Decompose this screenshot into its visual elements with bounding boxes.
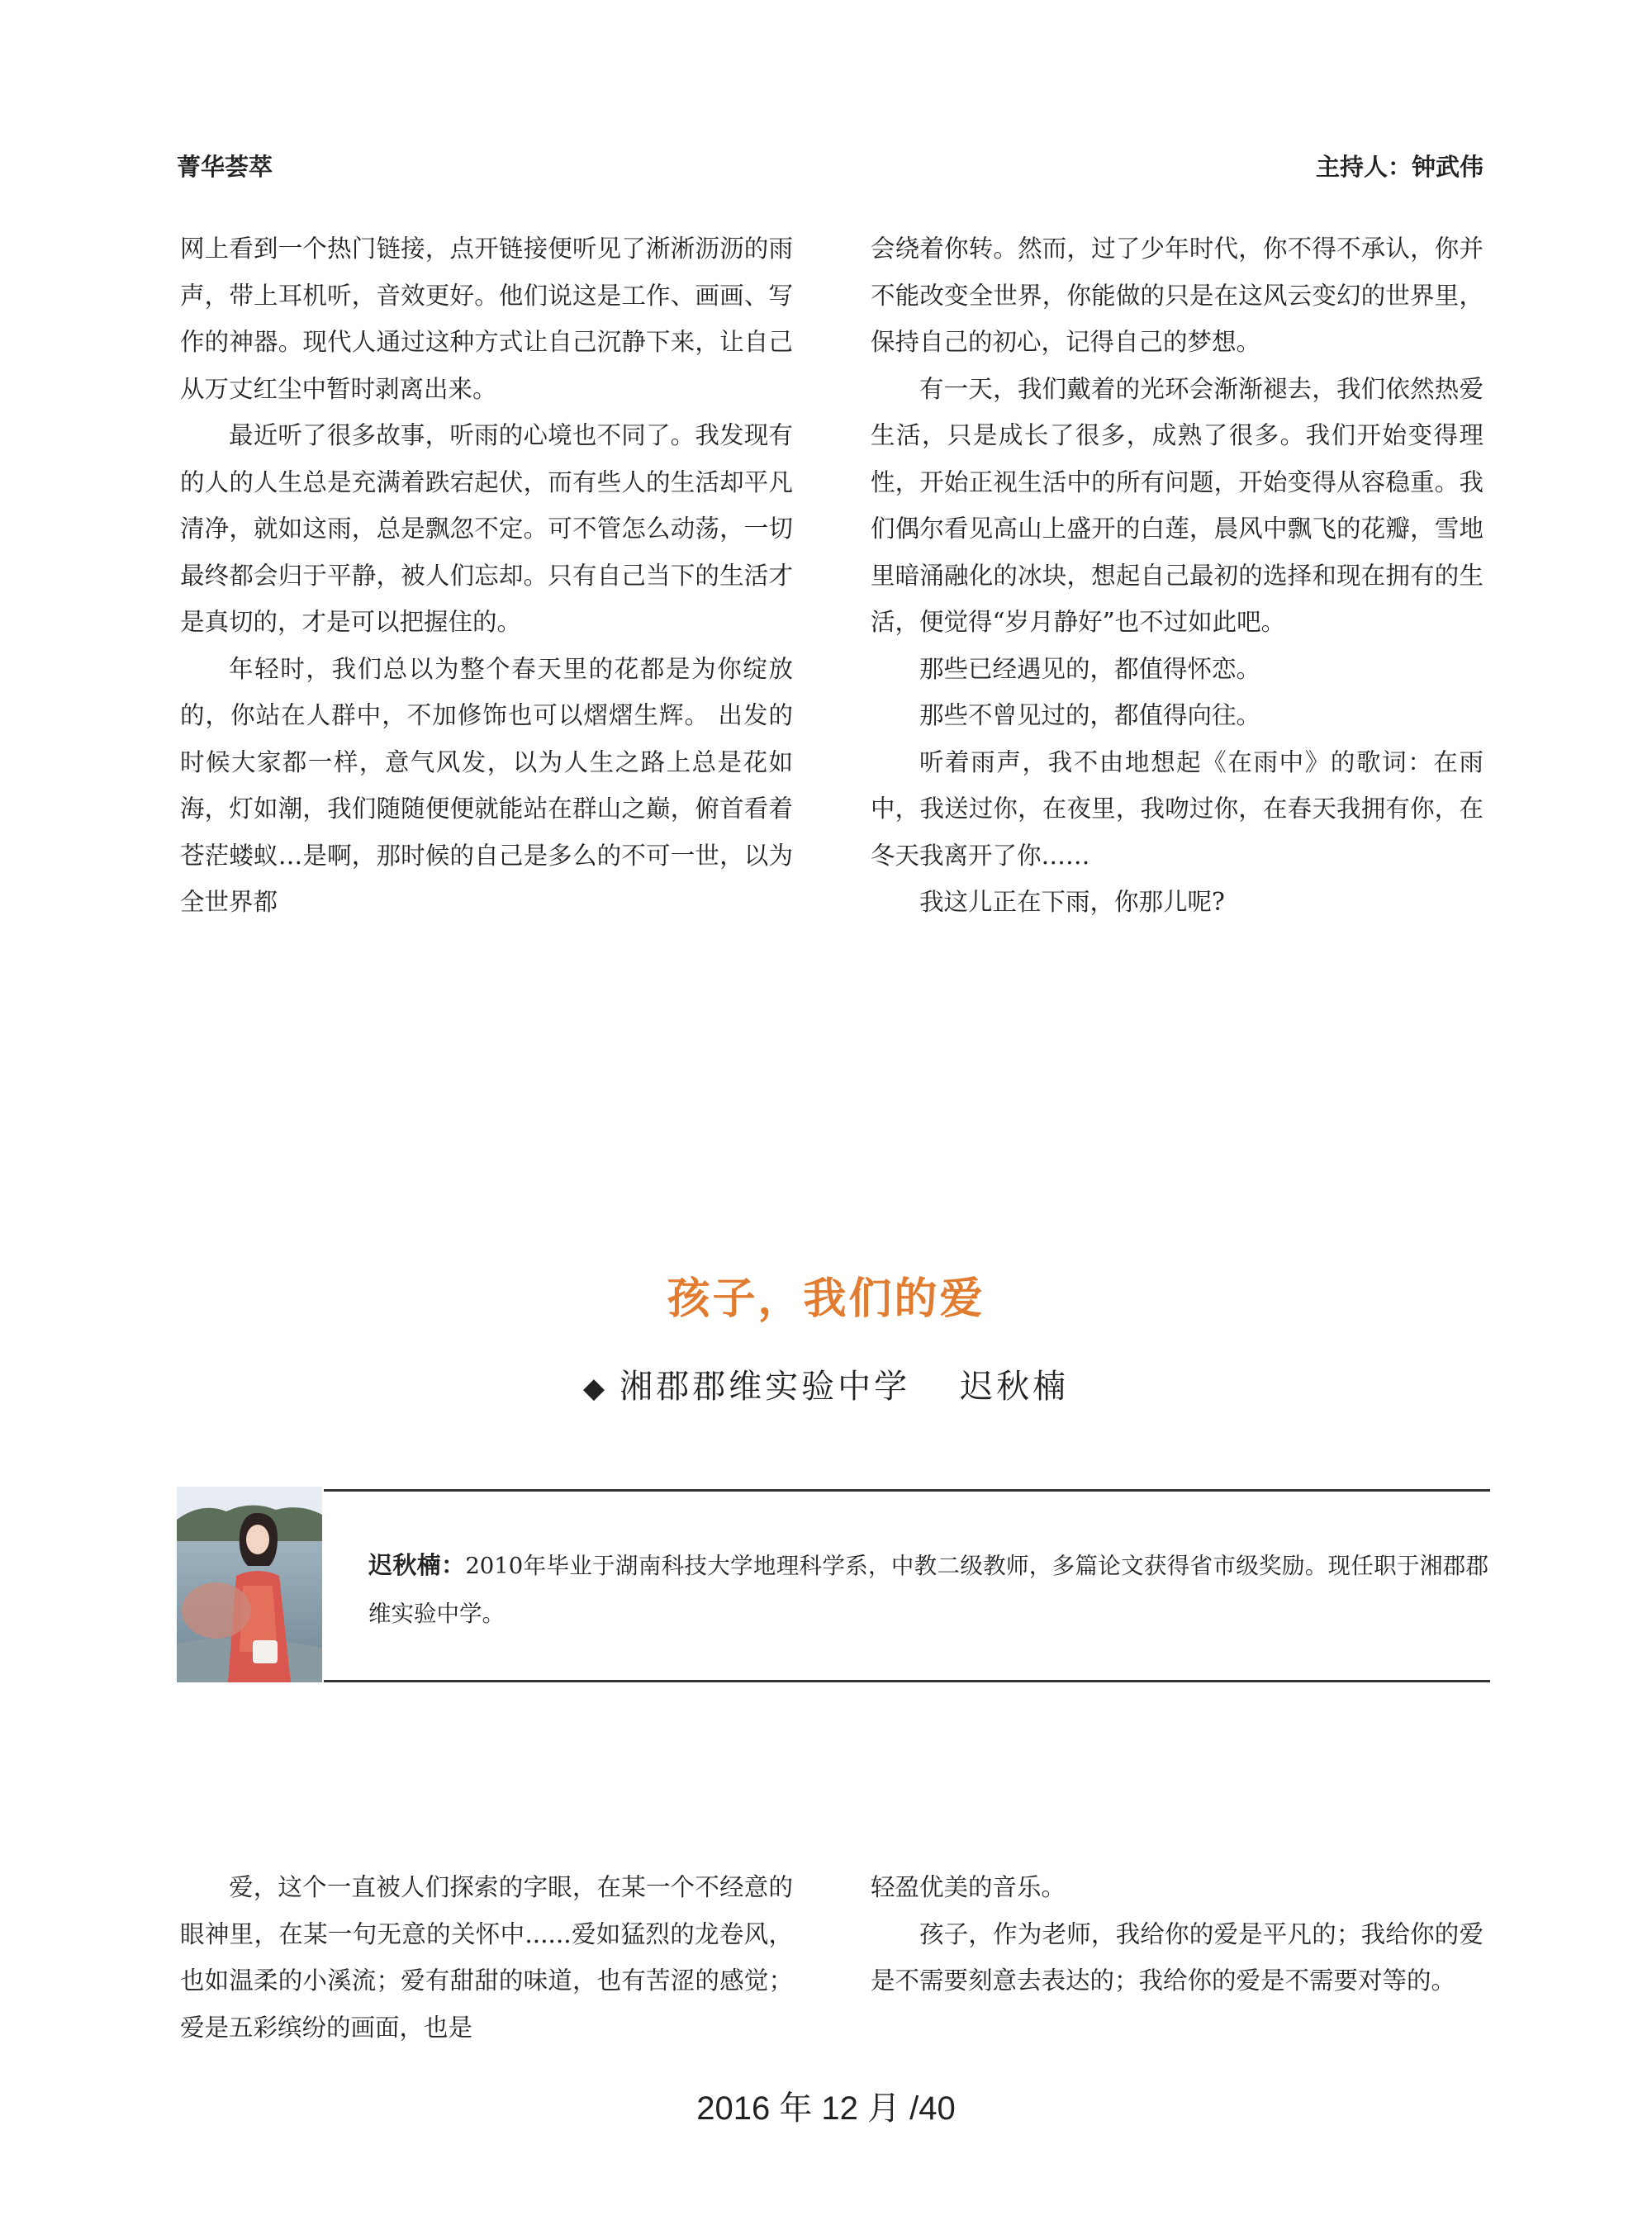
host-label: 主持人：钟武伟 — [1315, 153, 1483, 181]
bio-text: 2010年毕业于湖南科技大学地理科学系，中教二级教师，多篇论文获得省市级奖励。现任职于湘郡郡维实验中学。 — [368, 1553, 1488, 1627]
divider — [324, 1489, 1490, 1492]
paragraph: 听着雨声，我不由地想起《在雨中》的歌词：在雨中，我送过你，在夜里，我吻过你，在春天我拥有你，在冬天我离开了你…… — [871, 747, 1483, 870]
section-title: 菁华荟萃 — [177, 153, 273, 181]
article-title: 孩子，我们的爱 — [667, 1274, 985, 1324]
paragraph: 我这儿正在下雨，你那儿呢? — [919, 888, 1225, 916]
paragraph: 最近听了很多故事，听雨的心境也不同了。我发现有的人的人生总是充满着跌宕起伏，而有些人的生活却平凡清净，就如这雨，总是飘忽不定。可不管怎么动荡，一切最终都会归于平静，被人们忘却。只有自己当下的生活才是真切的，才是可以把握住的。 — [180, 421, 793, 636]
bottom-left-column — [180, 1864, 793, 2051]
paragraph: 孩子，作为老师，我给你的爱是平凡的；我给你的爱是不需要刻意去表达的；我给你的爱是不需要对等的。 — [871, 1919, 1483, 1995]
paragraph: 那些已经遇见的，都值得怀恋。 — [919, 654, 1261, 683]
bio-name: 迟秋楠： — [368, 1551, 466, 1579]
paragraph: 会绕着你转。然而，过了少年时代，你不得不承认，你并不能改变全世界，你能做的只是在这风云变幻的世界里，保持自己的初心，记得自己的梦想。 — [871, 235, 1483, 356]
page-footer: 2016 年 12 月 /40 — [696, 2090, 956, 2127]
bottom-right-column — [871, 1864, 1483, 2004]
paragraph: 爱，这个一直被人们探索的字眼，在某一个不经意的眼神里，在某一句无意的关怀中......爱如猛烈的龙卷风，也如温柔的小溪流；爱有甜甜的味道，也有苦涩的感觉；爱是五彩缤纷的画面，也是 — [180, 1873, 793, 2042]
top-left-column — [180, 225, 793, 926]
school-name: 湘郡郡维实验中学 — [620, 1368, 911, 1406]
paragraph: 轻盈优美的音乐。 — [871, 1873, 1066, 1901]
paragraph: 那些不曾见过的，都值得向往。 — [919, 701, 1261, 729]
author-name: 迟秋楠 — [960, 1368, 1070, 1406]
paragraph: 年轻时，我们总以为整个春天里的花都是为你绽放的，你站在人群中，不加修饰也可以熠熠生辉。 出发的时候大家都一样，意气风发，以为人生之路上总是花如海，灯如潮，我们随随便便就能站在群山之巅，俯首看着苍茫蝼蚁…是啊，那时候的自己是多么的不可一世，以为全世界都 — [180, 654, 793, 916]
author-bio — [368, 1541, 1488, 1638]
diamond-icon: ◆ — [582, 1372, 609, 1405]
paragraph: 有一天，我们戴着的光环会渐渐褪去，我们依然热爱生活，只是成长了很多，成熟了很多。我们开始变得理性，开始正视生活中的所有问题，开始变得从容稳重。我们偶尔看见高山上盛开的白莲，晨风中飘飞的花瓣，雪地里暗涌融化的冰块，想起自己最初的选择和现在拥有的生活，便觉得“岁月静好”也不过如此吧。 — [871, 374, 1483, 636]
author-photo — [177, 1487, 322, 1682]
byline — [0, 1360, 1652, 1407]
paragraph: 网上看到一个热门链接，点开链接便听见了淅淅沥沥的雨声，带上耳机听，音效更好。他们说这是工作、画画、写作的神器。现代人通过这种方式让自己沉静下来，让自己从万丈红尘中暂时剥离出来。 — [180, 235, 793, 403]
divider — [324, 1680, 1490, 1682]
top-right-column — [871, 225, 1483, 926]
